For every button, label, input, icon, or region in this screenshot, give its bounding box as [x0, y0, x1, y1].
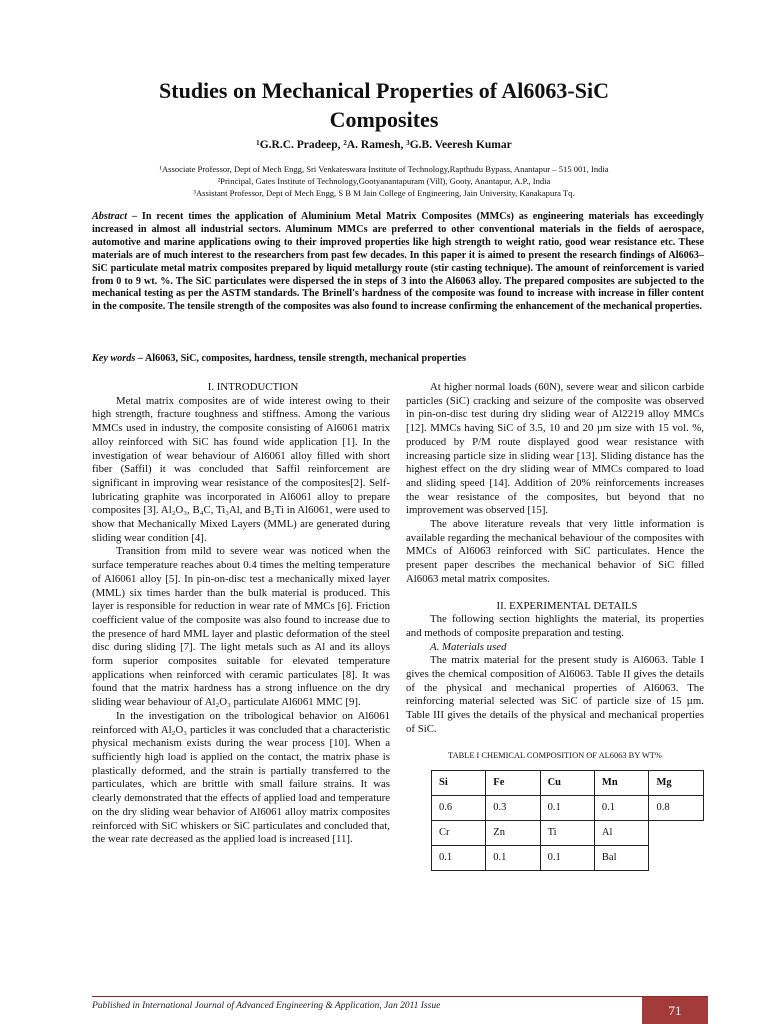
- abstract-text: – In recent times the application of Aluminium Metal Matrix Composites (MMCs) as engineering materials has exceedingly increased in almost all industrial sectors. Aluminum MMCs are preferred to other conventional materials in the fields of aerospace, automotive and marine applications owing to their improved properties like high strength to weight ratio, good wear resistance etc. These materials are of much interest to the researchers from past few decades. In this paper it is aimed to present the research findings of Al6063–SiC particulate metal matrix composites prepared by liquid metallurgy route (stir casting technique). The amount of reinforcement is varied from 0 to 9 wt. %. The SiC particulates were dispersed the in steps of 3 into the Al6063 alloy. The prepared composites are subjected to the mechanical testing as per the ASTM standards. The Brinell's hardness of the composite was found to increase with increase in filler content in the composite. The tensile strength of the composites was also found to increase confirming the enhancement of the mechanical properties.: [92, 211, 704, 313]
- author-list: ¹G.R.C. Pradeep, ²A. Ramesh, ³G.B. Veeresh Kumar: [256, 139, 512, 151]
- body-paragraph: Metal matrix composites are of wide interest owing to their high strength, fracture toughness and stiffness. Among the various MMCs used in industry, the composite consisting of Al6061 matrix alloy reinforced with SiC has found wide application [1]. In the investigation of wear behaviour of Al6061 alloy filled with short fiber (Saffil) it was concluded that Saffil reinforcement are significant in improving wear resistance of the composites[2]. Self-lubricating graphite was incorporated in Al6061 alloy to prepare composites [3]. Al₂O₃, B₄C, Ti₃Al, and B₂Ti in Al6061, were used to show that Mechanically Mixed Layers (MML) are generated during sliding wear condition [4].: [92, 394, 390, 544]
- section-heading-introduction: I. INTRODUCTION: [207, 381, 299, 393]
- abstract: [92, 211, 704, 314]
- body-paragraph: In the investigation on the tribological behavior on Al6061 reinforced with Al₂O₃ particles it was concluded that a characteristic physical mechanism exists during the wear process [10]. When a sufficiently high load is applied on the contact, the matrix phase is plastically deformed, and the strain is partially transferred to the particulates, which are brittle with small failure strains. It was clearly demonstrated that the effects of applied load and temperature on the dry sliding wear behavior of Al6061 alloy matrix composites reinforced with SiC whiskers or SiC particulates and concluded that, the wear rate decreased as the applied load is increased [11].: [92, 709, 390, 846]
- table-cell: 0.3: [486, 796, 540, 821]
- table-row: [432, 821, 704, 846]
- table-caption: TABLE I CHEMICAL COMPOSITION OF AL6063 BY WT%: [448, 750, 662, 760]
- body-paragraph: Transition from mild to severe wear was noticed when the surface temperature reaches about 0.4 times the melting temperature of Al6061 alloy [5]. In pin-on-disc test a mechanically mixed layer (MML) six times harder than the bulk material is produced. This layer is responsible for reduction in wear rate of MMCs [6]. Friction coefficient value of the composite was also found to increase due to the presence of hard MML layer and plastic deformation of the steel disc during sliding [7]. The light metals such as Al and its alloys form superior composites suitable for elevated temperature applications when reinforced with ceramic particulates [8]. It was found that the matrix hardness has a strong influence on the dry sliding wear behaviour of Al₂O₃ particulate Al6061 MMC [9].: [92, 545, 390, 709]
- footer-rule: [92, 996, 708, 997]
- title-line-2: Composites: [329, 107, 439, 132]
- title-line-1: Studies on Mechanical Properties of Al6063-SiC: [159, 78, 609, 103]
- keywords: [92, 353, 704, 364]
- table-cell: Mg: [649, 771, 704, 796]
- table-cell: Zn: [486, 821, 540, 846]
- table-cell: Bal: [594, 846, 649, 871]
- table-cell: Fe: [486, 771, 540, 796]
- table-row: [432, 771, 704, 796]
- keywords-label: Key words: [92, 353, 136, 364]
- table-cell: 0.1: [594, 796, 649, 821]
- keywords-text: – Al6063, SiC, composites, hardness, tensile strength, mechanical properties: [135, 353, 467, 364]
- body-paragraph: The following section highlights the material, its properties and methods of composite preparation and testing.: [406, 613, 704, 639]
- body-paragraph: The above literature reveals that very little information is available regarding the mechanical behaviour of the composites with MMCs of Al6063 reinforced with SiC particulates. Hence the present paper describes the mechanical behavior of SiC filled Al6063 metal matrix composites.: [406, 518, 704, 585]
- table-cell: Ti: [540, 821, 594, 846]
- table-cell: Mn: [594, 771, 649, 796]
- footer-publication: Published in International Journal of Advanced Engineering & Application, Jan 2011 Issue: [92, 1001, 441, 1011]
- page-number: 71: [642, 997, 708, 1024]
- table-cell: Al: [594, 821, 649, 846]
- table-cell-empty: [649, 846, 704, 871]
- composition-table: [431, 770, 704, 871]
- table-cell: 0.1: [432, 846, 486, 871]
- table-row: [432, 846, 704, 871]
- body-paragraph: The matrix material for the present study is Al6063. Table I gives the chemical composition of Al6063. Table II gives the details of the physical and mechanical properties of Al6063. The reinforcing material selected was SiC of particle size of 15 µm. Table III gives the details of the physical and mechanical properties of SiC.: [406, 654, 704, 735]
- table-cell: 0.1: [540, 846, 594, 871]
- table-cell: 0.8: [649, 796, 704, 821]
- table-cell: 0.6: [432, 796, 486, 821]
- table-cell-empty: [649, 821, 704, 846]
- affiliation-3: ³Assistant Professor, Dept of Mech Engg, S B M Jain College of Engineering, Jain University, Kanakapura Tq.: [193, 188, 575, 198]
- table-cell: 0.1: [486, 846, 540, 871]
- abstract-label: Abstract: [92, 211, 128, 222]
- table-cell: Si: [432, 771, 486, 796]
- spacer: [406, 587, 704, 600]
- table-cell: 0.1: [540, 796, 594, 821]
- right-column: [406, 381, 704, 871]
- left-column: [92, 381, 390, 847]
- affiliation-2: ²Principal, Gates Institute of Technology,Gootyanantapuram (Vill), Gooty, Anantapur, A.P., India: [217, 176, 551, 186]
- table-cell: Cr: [432, 821, 486, 846]
- paper-title: [60, 76, 708, 134]
- body-paragraph: At higher normal loads (60N), severe wear and silicon carbide particles (SiC) cracking and seizure of the composite was observed in pin-on-disc test during dry sliding wear of Al2219 alloy MMCs [12]. MMCs having SiC of 3.5, 10 and 20 µm size with 15 vol. %, produced by P/M route displayed good wear resistance with increasing particle size in sliding wear [13]. Sliding distance has the highest effect on the dry sliding wear of MMCs compared to load and sliding speed [14]. Addition of 20% reinforcements increases the wear resistance of the composites, but beyond that no improvement was observed [15].: [406, 381, 704, 517]
- subsection-heading-materials: A. Materials used: [430, 640, 507, 653]
- table-row: [432, 796, 704, 821]
- table-cell: Cu: [540, 771, 594, 796]
- section-heading-experimental: II. EXPERIMENTAL DETAILS: [496, 599, 638, 612]
- affiliation-1: ¹Associate Professor, Dept of Mech Engg, Sri Venkateswara Institute of Technology,Rapthudu Bypass, Anantapur – 515 001, India: [159, 164, 609, 174]
